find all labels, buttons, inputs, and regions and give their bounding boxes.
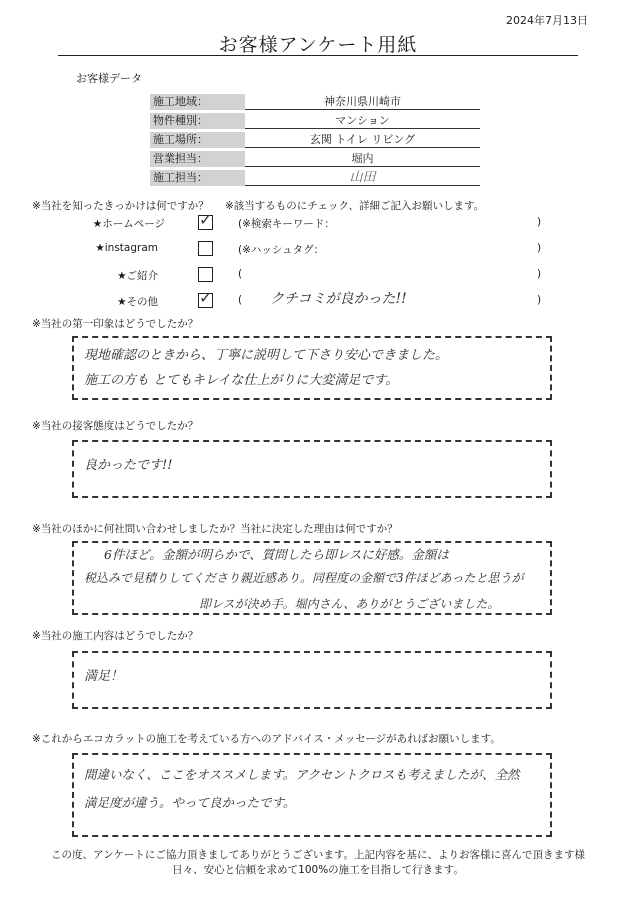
info-row-location <box>150 132 480 148</box>
question-advice-message: ※これからエコカラットの施工を考えている方へのアドバイス・メッセージがあればお願いします。 <box>32 733 501 745</box>
footer-line-2: 日々、安心と信頼を求めて100%の施工を目指して行きます。 <box>172 864 464 876</box>
info-value: 神奈川県川崎市 <box>324 95 401 108</box>
search-keyword-label: (※検索キーワード： <box>238 218 335 230</box>
channel-label-other: ★その他 <box>117 296 158 308</box>
info-row-installer <box>150 170 480 186</box>
answer-line: 6件ほど。金額が明らかで、質問したら即レスに好感。金額は <box>104 547 449 562</box>
answer-line: 現地確認のときから、丁寧に説明して下さり安心できました。 <box>84 348 449 363</box>
answer-line: 即レスが決め手。堀内さん、ありがとうございました。 <box>199 597 500 611</box>
page-title: お客様アンケート用紙 <box>218 34 418 56</box>
answer-line: 間違いなく、ここをオススメします。アクセントクロスも考えましたが、全然 <box>84 767 520 782</box>
title-underline <box>58 55 578 56</box>
question-source-note: ※該当するものにチェック、詳細ご記入お願いします。 <box>225 200 485 212</box>
answer-box-work-quality <box>72 651 552 709</box>
question-service-attitude: ※当社の接客態度はどうでしたか？ <box>32 420 199 432</box>
channel-label-homepage: ★ホームページ <box>92 218 165 230</box>
paren-close: ) <box>537 242 542 254</box>
info-row-area <box>150 94 480 110</box>
info-key: 施工担当： <box>150 170 245 186</box>
customer-data-label: お客様データ <box>76 72 142 85</box>
question-work-quality: ※当社の施工内容はどうでしたか？ <box>32 630 199 642</box>
paren-close: ) <box>537 268 542 280</box>
info-value: 堀内 <box>351 152 374 165</box>
paren-open: ( <box>238 294 243 306</box>
channel-label-referral: ★ご紹介 <box>117 270 158 282</box>
answer-box-first-impression <box>72 336 552 400</box>
homepage-checkbox[interactable] <box>198 210 213 230</box>
info-value: 玄関 トイレ リビング <box>309 133 416 146</box>
info-value: マンション <box>335 114 390 127</box>
info-key: 施工場所： <box>150 132 245 148</box>
answer-line: 良かったです!! <box>84 458 173 473</box>
referral-checkbox[interactable] <box>198 267 213 282</box>
check-mark-icon: ✓ <box>199 288 213 307</box>
paren-open: ( <box>238 268 243 280</box>
check-mark-icon: ✓ <box>199 210 213 229</box>
question-other-companies: ※当社のほかに何社問い合わせしましたか？当社に決定した理由は何ですか？ <box>32 523 398 535</box>
footer-line-1: この度、アンケートにご協力頂きましてありがとうございます。上記内容を基に、よりお客様に喜んで頂きます様 <box>50 849 586 861</box>
channel-label-instagram: ★instagram <box>95 242 158 254</box>
answer-box-other-companies <box>72 541 552 615</box>
answer-box-service-attitude <box>72 440 552 498</box>
answer-line: 満足度が違う。やって良かったです。 <box>84 795 296 810</box>
info-key: 物件種別： <box>150 113 245 129</box>
info-row-property <box>150 113 480 129</box>
hashtag-label: (※ハッシュタグ： <box>238 244 325 256</box>
paren-close: ) <box>537 216 542 228</box>
info-key: 施工地域： <box>150 94 245 110</box>
answer-line: 税込みで見積りしてくださり親近感あり。同程度の金額で3件ほどあったと思うが <box>84 571 524 585</box>
other-checkbox[interactable] <box>198 288 213 308</box>
answer-box-advice-message <box>72 753 552 837</box>
instagram-checkbox[interactable] <box>198 241 213 256</box>
question-first-impression: ※当社の第一印象はどうでしたか？ <box>32 318 199 330</box>
question-source: ※当社を知ったきっかけは何ですか？ <box>32 200 209 212</box>
answer-line: 満足！ <box>84 669 124 684</box>
info-key: 営業担当： <box>150 151 245 167</box>
survey-date: 2024年7月13日 <box>506 14 588 27</box>
info-row-sales <box>150 151 480 167</box>
answer-line: 施工の方も とてもキレイな仕上がりに大変満足です。 <box>84 373 399 388</box>
info-value: 山田 <box>349 170 376 185</box>
other-detail-handwriting: クチコミが良かった!! <box>270 291 407 307</box>
paren-close: ) <box>537 294 542 306</box>
